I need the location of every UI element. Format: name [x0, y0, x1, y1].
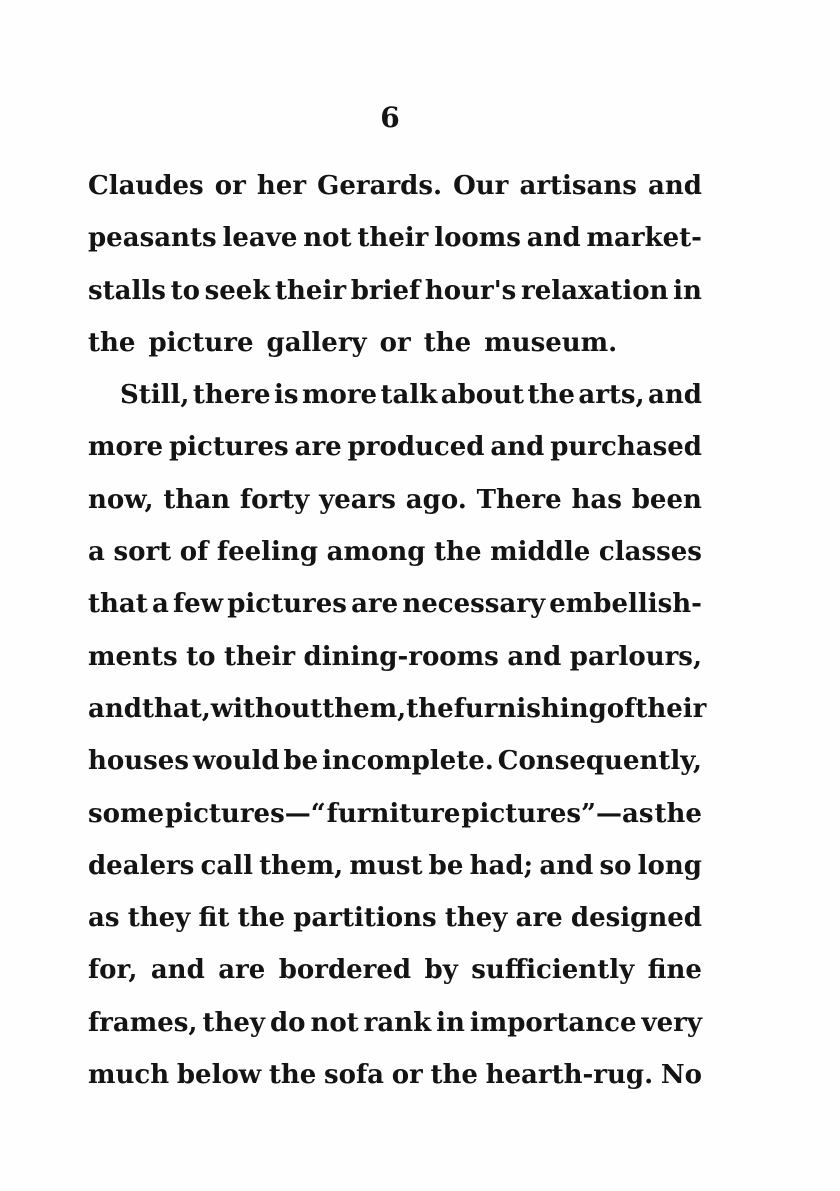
- word: and: [507, 641, 562, 672]
- text-line: [88, 421, 702, 473]
- word: forty: [239, 484, 310, 515]
- word: hearth-rug.: [485, 1060, 654, 1091]
- word: is: [274, 380, 299, 411]
- word: sofa: [324, 1060, 385, 1091]
- text-line: [88, 369, 702, 421]
- word: their: [357, 223, 429, 254]
- word: they: [127, 903, 191, 934]
- word: fit: [198, 903, 230, 934]
- word: the: [406, 693, 454, 724]
- word: they: [444, 903, 508, 934]
- word: houses: [88, 746, 189, 777]
- word: or: [379, 327, 411, 358]
- text-line: [88, 317, 702, 369]
- word: furniture: [326, 798, 461, 829]
- text-line: [88, 578, 702, 630]
- word: furnishing: [453, 693, 607, 724]
- text-line: [88, 265, 702, 317]
- word: a: [88, 537, 105, 568]
- word: pictures—“: [165, 798, 326, 829]
- word: are: [351, 589, 399, 620]
- word: embellish-: [549, 589, 702, 620]
- word: the: [237, 903, 286, 934]
- word: Claudes: [88, 171, 204, 201]
- word: the: [268, 1060, 317, 1091]
- word: fine: [647, 955, 702, 986]
- word: classes: [598, 537, 702, 568]
- word: museum.: [484, 327, 618, 358]
- word: in: [436, 1007, 465, 1038]
- text-line: [88, 892, 702, 944]
- word: now,: [88, 484, 154, 515]
- word: without: [210, 693, 323, 724]
- word: the: [527, 380, 575, 411]
- word: or: [391, 1060, 423, 1091]
- word: and: [150, 955, 205, 986]
- word: for,: [88, 955, 138, 986]
- word: Our: [453, 171, 509, 201]
- word: feeling: [216, 537, 319, 568]
- word: Gerards.: [317, 171, 443, 201]
- word: of: [179, 537, 209, 568]
- word: as: [88, 903, 120, 934]
- word: importance: [469, 1007, 637, 1038]
- word: in: [673, 275, 702, 306]
- word: be: [428, 850, 464, 881]
- word: been: [631, 484, 702, 515]
- word: Consequently,: [497, 746, 702, 777]
- word: artisans: [519, 171, 637, 201]
- word: them,: [322, 693, 407, 724]
- word: picture: [148, 327, 254, 358]
- word: among: [326, 537, 426, 568]
- word: long: [637, 850, 702, 881]
- word: has: [571, 484, 622, 515]
- word: seek: [204, 275, 271, 306]
- word: are: [294, 432, 342, 463]
- word: bordered: [278, 955, 412, 986]
- text-line: [88, 160, 702, 212]
- word: and: [526, 223, 581, 254]
- text-line: [88, 212, 702, 264]
- word: them,: [259, 850, 344, 881]
- word: her: [256, 171, 307, 201]
- word: so: [599, 850, 632, 881]
- text-line: [88, 735, 702, 787]
- word: sufficiently: [471, 955, 635, 986]
- word: leave: [222, 223, 298, 254]
- word: No: [660, 1060, 702, 1091]
- text-line: [88, 631, 702, 683]
- page-number: 6: [380, 101, 400, 134]
- word: and: [648, 171, 702, 201]
- word: arts,: [578, 380, 645, 411]
- word: not: [310, 1007, 359, 1038]
- word: ments: [88, 641, 178, 672]
- word: below: [176, 1060, 262, 1091]
- word: the: [434, 537, 482, 568]
- word: call: [200, 850, 253, 881]
- word: stalls: [88, 275, 166, 306]
- word: and: [539, 850, 594, 881]
- word: are: [515, 903, 563, 934]
- text-line: [88, 944, 702, 996]
- text-line: [88, 683, 707, 735]
- word: frames,: [88, 1007, 198, 1038]
- word: their: [224, 641, 296, 672]
- word: brief: [350, 275, 421, 306]
- word: produced: [347, 432, 485, 463]
- word: peasants: [88, 223, 217, 254]
- word: relaxation: [521, 275, 669, 306]
- word: be: [283, 746, 319, 777]
- word: do: [269, 1007, 306, 1038]
- word: the: [88, 327, 136, 358]
- word: the: [654, 798, 702, 829]
- word: much: [88, 1060, 170, 1091]
- word: looms: [434, 223, 521, 254]
- word: a: [151, 589, 169, 620]
- word: pictures: [169, 432, 289, 463]
- word: necessary: [402, 589, 546, 620]
- word: hour's: [424, 275, 517, 306]
- word: are: [218, 955, 266, 986]
- word: dealers: [88, 850, 195, 881]
- word: parlours,: [569, 641, 702, 672]
- text-line: [88, 840, 702, 892]
- word: the: [430, 1060, 478, 1091]
- word: pictures: [227, 589, 347, 620]
- word: middle: [490, 537, 591, 568]
- word: sort: [113, 537, 172, 568]
- word: gallery: [266, 327, 367, 358]
- text-line: [88, 997, 702, 1049]
- text-line: [88, 526, 702, 578]
- word: rank: [363, 1007, 432, 1038]
- word: designed: [570, 903, 702, 934]
- word: their: [275, 275, 347, 306]
- body-text: [88, 160, 707, 1101]
- word: their: [635, 693, 707, 724]
- word: to: [170, 275, 200, 306]
- text-line: [88, 1049, 702, 1101]
- word: about: [440, 380, 524, 411]
- word: the: [423, 327, 472, 358]
- word: than: [163, 484, 231, 515]
- word: talk: [380, 380, 438, 411]
- word: partitions: [293, 903, 437, 934]
- word: There: [476, 484, 562, 515]
- word: to: [186, 641, 216, 672]
- word: Still,: [120, 380, 190, 411]
- word: more: [88, 432, 164, 463]
- word: ago.: [405, 484, 467, 515]
- word: had;: [469, 850, 534, 881]
- word: and: [648, 380, 702, 411]
- word: some: [88, 798, 165, 829]
- text-line: [88, 474, 702, 526]
- word: that,: [141, 693, 211, 724]
- word: market-: [586, 223, 702, 254]
- word: they: [202, 1007, 265, 1038]
- word: dining-rooms: [303, 641, 499, 672]
- word: there: [192, 380, 271, 411]
- word: and: [490, 432, 545, 463]
- word: or: [214, 171, 246, 201]
- word: purchased: [550, 432, 702, 463]
- word: of: [606, 693, 636, 724]
- word: must: [349, 850, 423, 881]
- word: not: [303, 223, 352, 254]
- text-line: [88, 788, 702, 840]
- word: incomplete.: [322, 746, 494, 777]
- word: very: [641, 1007, 702, 1038]
- word: that: [88, 589, 148, 620]
- word: years: [319, 484, 396, 515]
- word: would: [192, 746, 280, 777]
- word: pictures”—as: [461, 798, 654, 829]
- word: few: [172, 589, 224, 620]
- word: and: [88, 693, 142, 724]
- word: by: [424, 955, 458, 986]
- word: more: [302, 380, 378, 411]
